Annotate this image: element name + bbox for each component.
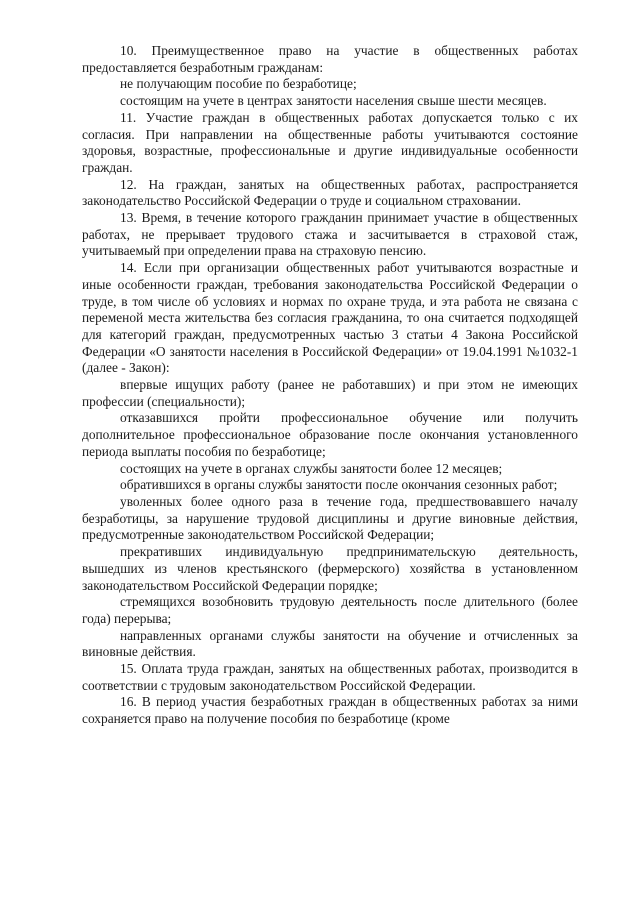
list-item: состоящих на учете в органах службы занятости более 12 месяцев; — [120, 460, 503, 476]
paragraph-16: 16. В период участия безработных граждан в общественных работах за ними сохраняется право на получение пособия по безработице (кроме — [82, 694, 578, 727]
paragraph-15: 15. Оплата труда граждан, занятых на общественных работах, производится в соответствии с трудовым законодательством Российской Федерации. — [82, 661, 578, 693]
list-item: уволенных более одного раза в течение года, предшествовавшего началу безработицы, за нарушение трудовой дисциплины и другие виновные действия, предусмотренные законодательством Российской Федерации; — [82, 493, 578, 543]
list-item: не получающим пособие по безработице; — [120, 76, 357, 92]
paragraph-12: 12. На граждан, занятых на общественных работах, распространяется законодательство Российской Федерации о труде и социальном страховании. — [82, 176, 578, 209]
paragraph-10: 10. Преимущественное право на участие в общественных работах предоставляется безработным гражданам: — [82, 43, 578, 75]
paragraph-11: 11. Участие граждан в общественных работах допускается только с их согласия. При направлении на общественные работы учитываются состояние здоровья, возрастные, профессиональные и другие индивидуальные особенности граждан. — [82, 109, 578, 175]
paragraph-14: 14. Если при организации общественных работ учитываются возрастные и иные особенности граждан, требования законодательства Российской Федерации о труде, в том числе об условиях и нормах по охране труда, и эта работа не связана с переменой места жительства без согласия гражданина, то она считается подходящей для категорий граждан, предусмотренных частью 3 статьи 4 Закона Российской Федерации «О занятости населения в Российской Федерации» от 19.04.1991 №1032-1 (далее - Закон): — [82, 260, 578, 376]
list-item: прекративших индивидуальную предпринимательскую деятельность, вышедших из членов крестьянского (фермерского) хозяйства в установленном законодательством Российской Федерации порядке; — [82, 544, 578, 593]
list-item: отказавшихся пройти профессиональное обучение или получить дополнительное профессиональное образование после окончания установленного периода выплаты пособия по безработице; — [82, 410, 578, 459]
list-item: направленных органами службы занятости на обучение и отчисленных за виновные действия. — [82, 627, 578, 660]
paragraph-13: 13. Время, в течение которого гражданин принимает участие в общественных работах, не прерывает трудового стажа и засчитывается в страховой стаж, учитываемый при определении права на страховую пенсию. — [82, 210, 578, 259]
document-body — [82, 43, 578, 728]
list-item: обратившихся в органы службы занятости после окончания сезонных работ; — [120, 477, 558, 493]
list-item: впервые ищущих работу (ранее не работавших) и при этом не имеющих профессии (специальности); — [82, 377, 578, 409]
list-item: стремящихся возобновить трудовую деятельность после длительного (более года) перерыва; — [82, 594, 578, 626]
list-item: состоящим на учете в центрах занятости населения свыше шести месяцев. — [120, 93, 547, 109]
